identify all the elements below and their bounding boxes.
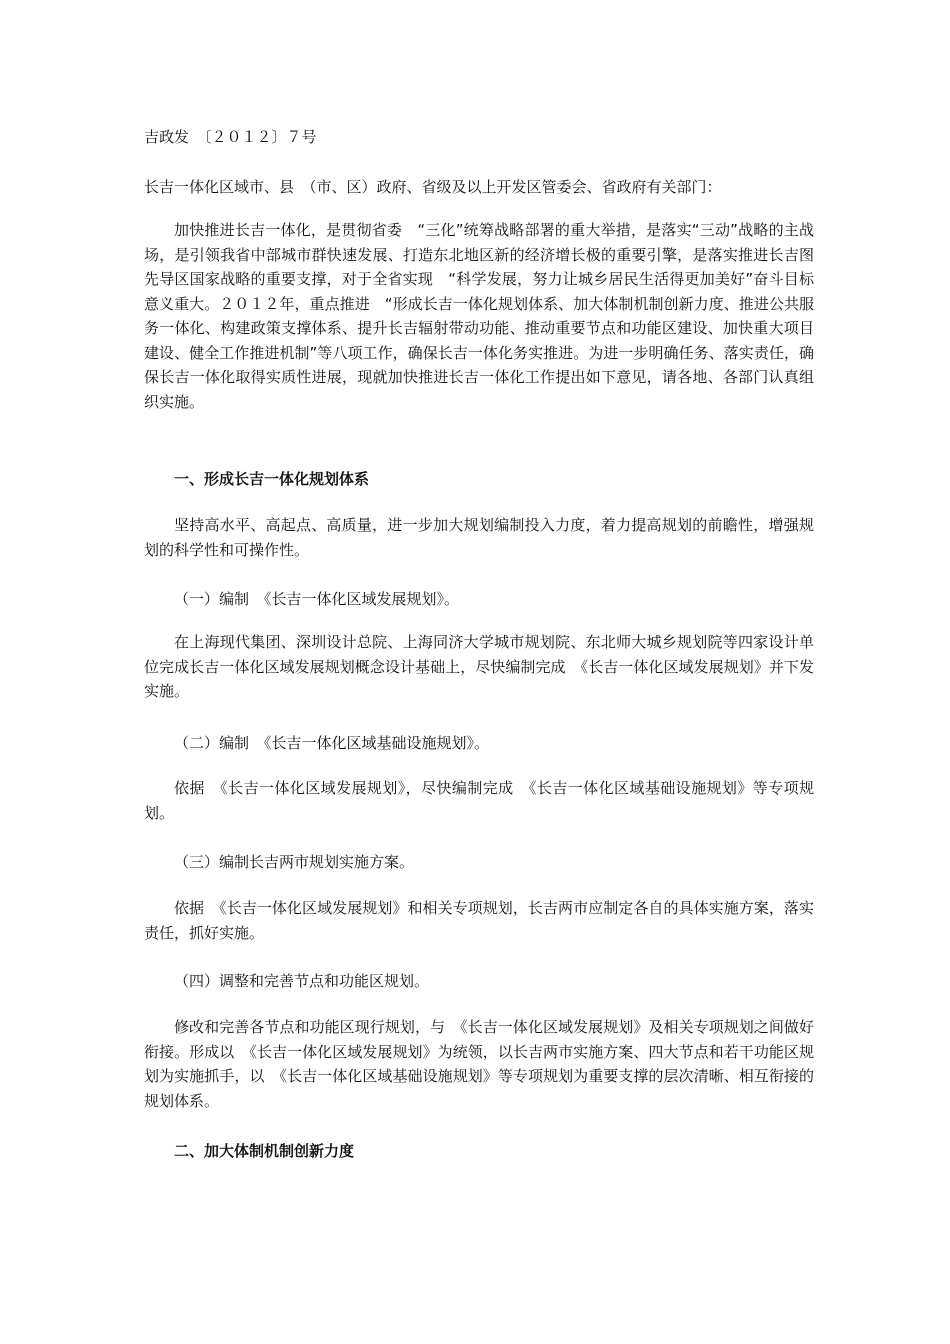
intro-paragraph: 加快推进长吉一体化，是贯彻省委 “三化”统筹战略部署的重大举措，是落实“三动”战略的主战场，是引领我省中部城市群快速发展、打造东北地区新的经济增长极的重要引擎，是落实推进长吉图先导区国家战略的重要支撑，对于全省实现 “科学发展，努力让城乡居民生活得更加美好”奋斗目标意义重大。２０１２年，重点推进 “形成长吉一体化规划体系、加大体制机制创新力度、推进公共服务一体化、构建政策支撑体系、提升长吉辐射带动功能、推动重要节点和功能区建设、加快重大项目建设、健全工作推进机制”等八项工作，确保长吉一体化务实推进。为进一步明确任务、落实责任，确保长吉一体化取得实质性进展，现就加快推进长吉一体化工作提出如下意见，请各地、各部门认真组织实施。 — [144, 221, 814, 411]
section-1-intro: 坚持高水平、高起点、高质量，进一步加大规划编制投入力度，着力提高规划的前瞻性，增强规划的科学性和可操作性。 — [144, 516, 814, 559]
item-3-body: 依据 《长吉一体化区域发展规划》和相关专项规划，长吉两市应制定各自的具体实施方案，落实责任，抓好实施。 — [144, 899, 814, 942]
item-4-body: 修改和完善各节点和功能区现行规划，与 《长吉一体化区域发展规划》及相关专项规划之间做好衔接。形成以 《长吉一体化区域发展规划》为统领，以长吉两市实施方案、四大节点和若干功能区规划为实施抓手，以 《长吉一体化区域基础设施规划》等专项规划为重要支撑的层次清晰、相互衔接的规划体系。 — [144, 1018, 814, 1110]
section-2-heading: 二、加大体制机制创新力度 — [174, 1142, 355, 1160]
addressee: 长吉一体化区域市、县 （市、区）政府、省级及以上开发区管委会、省政府有关部门： — [144, 178, 722, 196]
item-3-title: （三）编制长吉两市规划实施方案。 — [174, 853, 415, 871]
item-4-title: （四）调整和完善节点和功能区规划。 — [174, 972, 430, 990]
item-2-title: （二）编制 《长吉一体化区域基础设施规划》。 — [174, 734, 490, 752]
item-2-body: 依据 《长吉一体化区域发展规划》，尽快编制完成 《长吉一体化区域基础设施规划》等专项规划。 — [144, 779, 814, 822]
doc-number: 吉政发 〔２０１２〕７号 — [144, 128, 317, 146]
section-1-heading: 一、形成长吉一体化规划体系 — [174, 470, 370, 488]
item-1-title: （一）编制 《长吉一体化区域发展规划》。 — [174, 590, 460, 608]
item-1-body: 在上海现代集团、深圳设计总院、上海同济大学城市规划院、东北师大城乡规划院等四家设计单位完成长吉一体化区域发展规划概念设计基础上，尽快编制完成 《长吉一体化区域发展规划》并下发实施。 — [144, 633, 814, 700]
